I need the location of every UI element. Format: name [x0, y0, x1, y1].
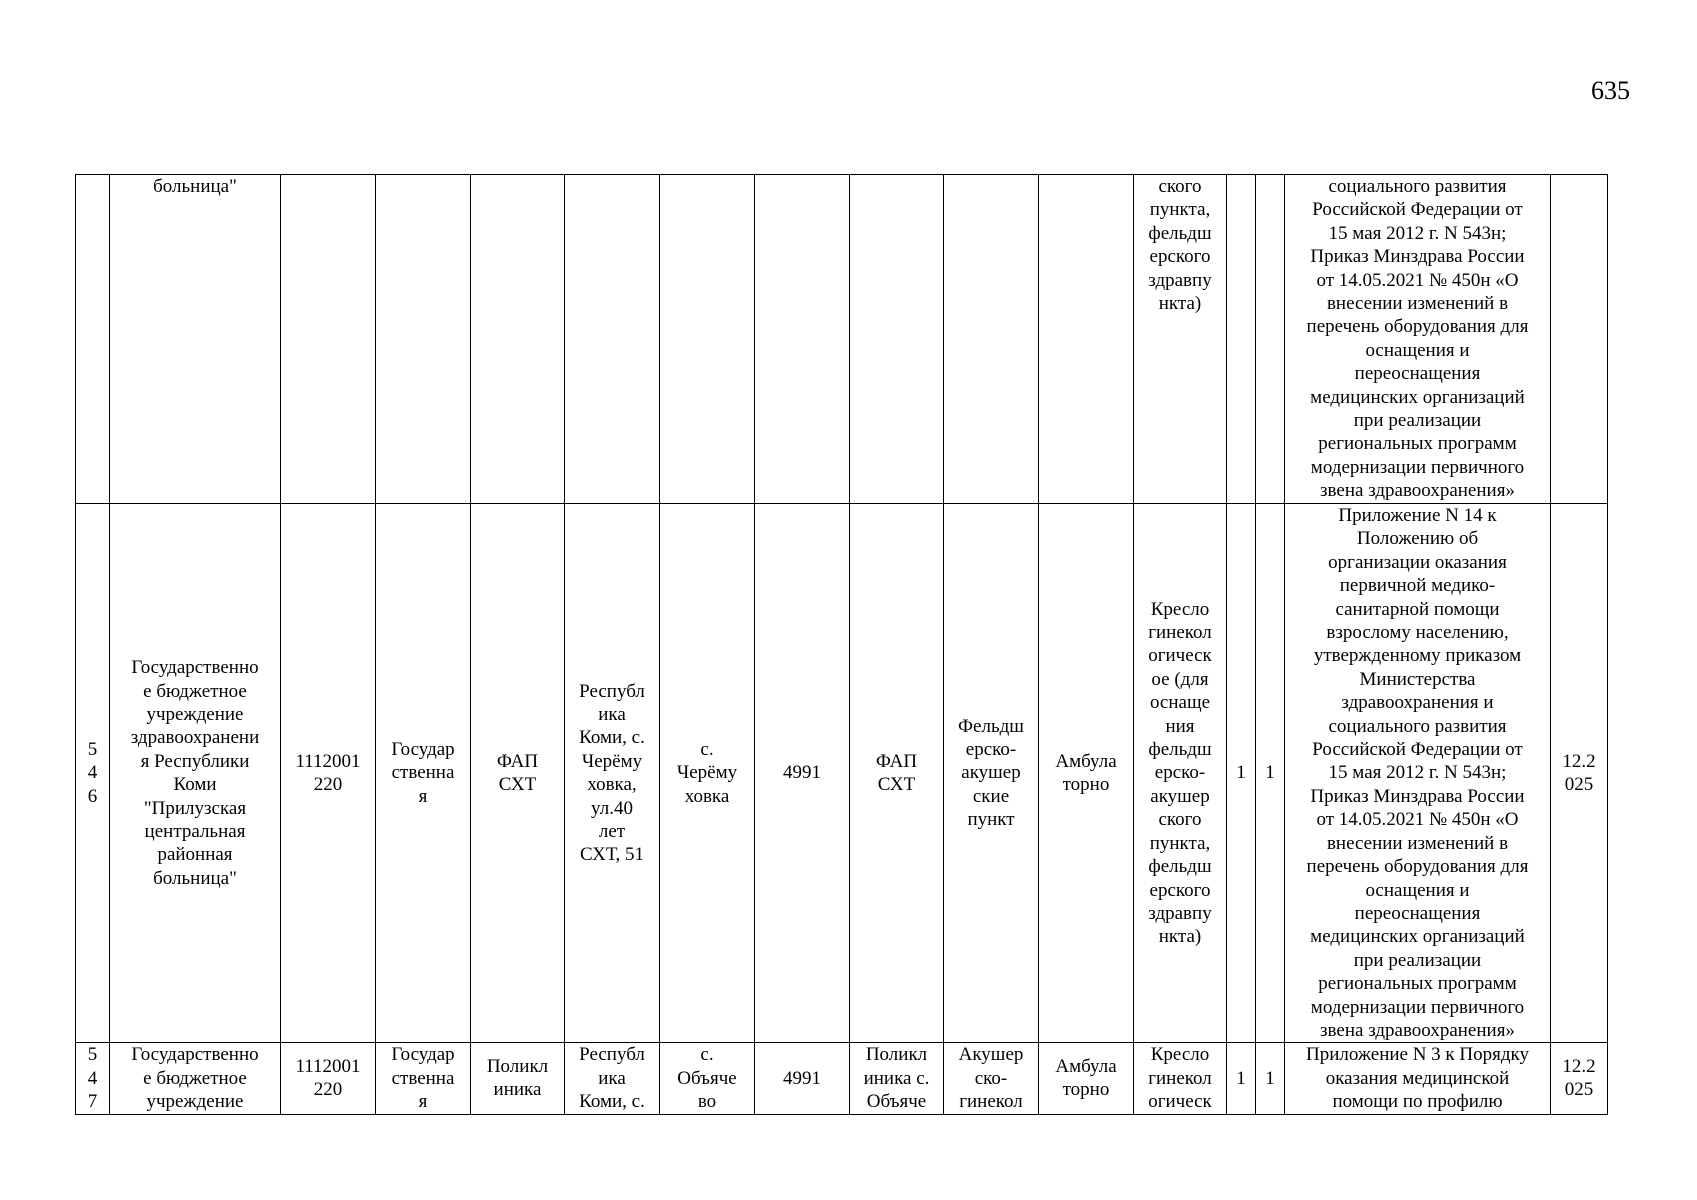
- cell-equipment: Кресло гинекол огическ ое (для оснаще ния фельдш ерско- акушер ского пункта, фельдш ерского здравпу нкта): [1134, 504, 1227, 1043]
- cell-ownership: [376, 175, 471, 504]
- cell-quantity-b: [1256, 175, 1285, 504]
- cell-subdivision: ФАП СХТ: [850, 504, 944, 1043]
- cell-unit-name: ФАП СХТ: [471, 504, 565, 1043]
- cell-locality: [660, 175, 755, 504]
- cell-quantity-a: [1227, 175, 1256, 504]
- cell-legal-basis: Приложение N 14 к Положению об организации оказания первичной медико- санитарной помощи взрослому населению, утвержденному приказом Министерства здравоохранения и социального развития Российской Федерации от 15 мая 2012 г. N 543н; Приказ Минздрава России от 14.05.2021 № 450н «О внесении изменений в перечень оборудования для оснащения и переоснащения медицинских организаций при реализации региональных программ модернизации первичного звена здравоохранения»: [1285, 504, 1551, 1043]
- table-row: [76, 1043, 1608, 1114]
- cell-care-conditions: Амбула торно: [1039, 504, 1134, 1043]
- cell-date: [1551, 175, 1608, 504]
- table-row: [76, 175, 1608, 504]
- cell-date: 12.2 025: [1551, 1043, 1608, 1114]
- cell-locality: с. Объяче во: [660, 1043, 755, 1114]
- cell-organization: Государственно е бюджетное учреждение здравоохранени я Республики Коми "Прилузская центральная районная больница": [110, 504, 281, 1043]
- table-row: [76, 504, 1608, 1043]
- cell-inn: 1112001 220: [281, 504, 376, 1043]
- cell-subdivision-type: Акушер ско- гинекол: [944, 1043, 1039, 1114]
- equipment-table: [75, 174, 1608, 1115]
- cell-legal-basis: Приложение N 3 к Порядку оказания медицинской помощи по профилю: [1285, 1043, 1551, 1114]
- cell-equipment: ского пункта, фельдш ерского здравпу нкта): [1134, 175, 1227, 504]
- cell-equipment: Кресло гинекол огическ: [1134, 1043, 1227, 1114]
- cell-inn: 1112001 220: [281, 1043, 376, 1114]
- cell-ownership: Государ ственна я: [376, 1043, 471, 1114]
- cell-subdivision-type: [944, 175, 1039, 504]
- cell-inn: [281, 175, 376, 504]
- cell-ownership: Государ ственна я: [376, 504, 471, 1043]
- cell-unit-name: Поликл иника: [471, 1043, 565, 1114]
- cell-code: 4991: [755, 504, 850, 1043]
- cell-locality: с. Черёму ховка: [660, 504, 755, 1043]
- cell-quantity-a: 1: [1227, 504, 1256, 1043]
- cell-code: [755, 175, 850, 504]
- cell-subdivision: [850, 175, 944, 504]
- page-number: 635: [1591, 76, 1630, 105]
- cell-quantity-b: 1: [1256, 1043, 1285, 1114]
- cell-care-conditions: [1039, 175, 1134, 504]
- cell-organization: больница": [110, 175, 281, 504]
- cell-row-number: [76, 175, 110, 504]
- cell-unit-name: [471, 175, 565, 504]
- cell-subdivision-type: Фельдш ерско- акушер ские пункт: [944, 504, 1039, 1043]
- cell-address: Республ ика Коми, с. Черёму ховка, ул.40 лет СХТ, 51: [565, 504, 660, 1043]
- cell-quantity-a: 1: [1227, 1043, 1256, 1114]
- cell-row-number: 5 4 7: [76, 1043, 110, 1114]
- cell-address: [565, 175, 660, 504]
- cell-row-number: 5 4 6: [76, 504, 110, 1043]
- cell-legal-basis: социального развития Российской Федерации от 15 мая 2012 г. N 543н; Приказ Минздрава России от 14.05.2021 № 450н «О внесении изменений в перечень оборудования для оснащения и переоснащения медицинских организаций при реализации региональных программ модернизации первичного звена здравоохранения»: [1285, 175, 1551, 504]
- cell-care-conditions: Амбула торно: [1039, 1043, 1134, 1114]
- cell-date: 12.2 025: [1551, 504, 1608, 1043]
- cell-subdivision: Поликл иника с. Объяче: [850, 1043, 944, 1114]
- cell-code: 4991: [755, 1043, 850, 1114]
- cell-organization: Государственно е бюджетное учреждение: [110, 1043, 281, 1114]
- cell-address: Республ ика Коми, с.: [565, 1043, 660, 1114]
- cell-quantity-b: 1: [1256, 504, 1285, 1043]
